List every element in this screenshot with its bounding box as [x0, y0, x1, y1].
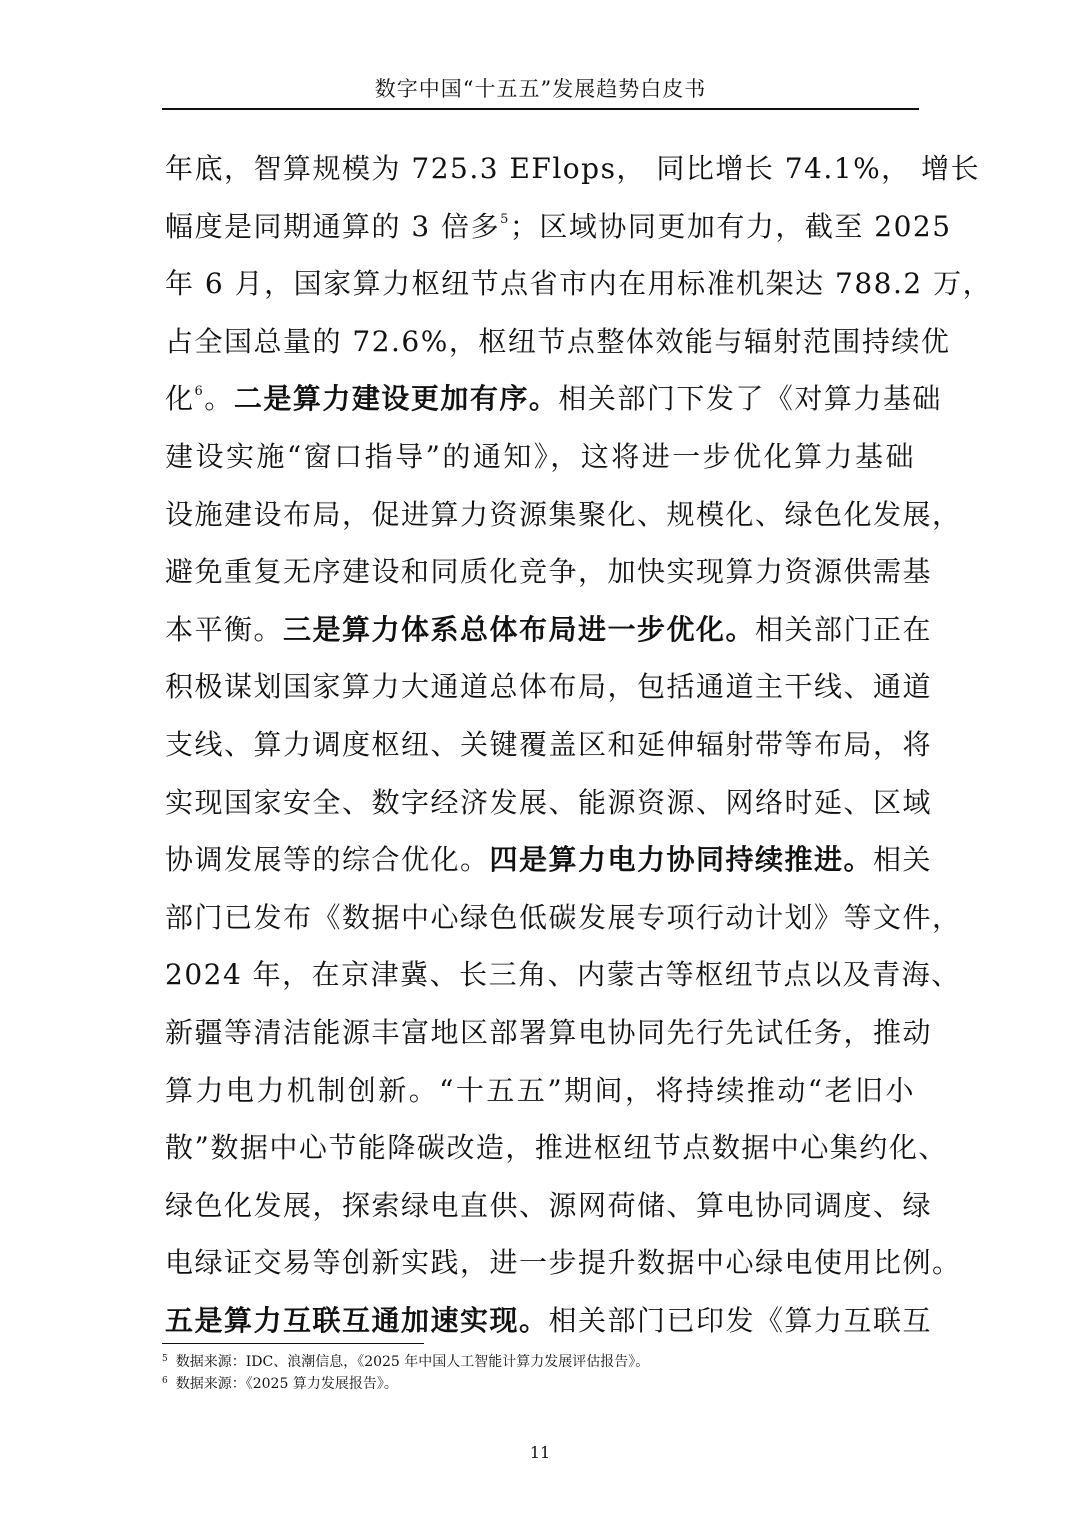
body-line — [165, 716, 933, 774]
text-run: 设施建设布局，促进算力资源集聚化、规模化、绿色化发展， — [165, 497, 962, 531]
footnote-marker: 6 — [162, 1376, 168, 1386]
text-run: 实现国家安全、数字经济发展、能源资源、网络时延、区域 — [165, 785, 933, 819]
body-line — [165, 198, 952, 256]
footnote-reference: 5 — [500, 211, 510, 227]
page-header — [162, 72, 919, 106]
body-text — [165, 140, 993, 1349]
text-run: 算力电力机制创新。“十五五”期间，将持续推动“老旧小 — [165, 1073, 915, 1107]
footnote — [162, 1351, 919, 1373]
bold-lead-phrase: 五是算力互联互通加速实现。 — [165, 1303, 549, 1337]
body-line — [165, 831, 933, 889]
body-line — [165, 889, 962, 947]
body-line — [165, 486, 962, 544]
text-run: 避免重复无序建设和同质化竞争，加快实现算力资源供需基 — [165, 555, 933, 589]
body-line — [165, 1062, 915, 1120]
body-line — [165, 1234, 962, 1292]
body-line — [165, 601, 933, 659]
text-run: 电绿证交易等创新实践，进一步提升数据中心绿电使用比例。 — [165, 1246, 962, 1280]
body-line — [165, 1119, 948, 1177]
body-line — [165, 774, 933, 832]
body-line — [165, 946, 961, 1004]
text-run: 相关部门正在 — [755, 612, 933, 646]
text-run: 支线、算力调度枢纽、关键覆盖区和延伸辐射带等布局，将 — [165, 727, 933, 761]
text-run: 化 — [165, 382, 195, 416]
body-line — [165, 428, 915, 486]
bold-lead-phrase: 四是算力电力协同持续推进。 — [489, 843, 874, 877]
text-run: 占全国总量的 72.6%，枢纽节点整体效能与辐射范围持续优 — [165, 324, 951, 358]
text-run: 年 6 月，国家算力枢纽节点省市内在用标准机架达 788.2 万， — [165, 267, 993, 301]
footnote — [162, 1373, 919, 1395]
text-run: 积极谋划国家算力大通道总体布局，包括通道主干线、通道 — [165, 670, 933, 704]
footnote-marker: 5 — [162, 1354, 168, 1364]
bold-lead-phrase: 二是算力建设更加有序。 — [233, 382, 559, 416]
bold-lead-phrase: 三是算力体系总体布局进一步优化。 — [283, 612, 756, 646]
document-title: 数字中国“十五五”发展趋势白皮书 — [374, 77, 707, 101]
text-run: 相关部门已印发《算力互联互 — [548, 1303, 933, 1337]
text-run: ；区域协同更加有力，截至 2025 — [509, 209, 952, 243]
page-number — [0, 1443, 1080, 1463]
text-run: 建设实施“窗口指导”的通知》，这将进一步优化算力基础 — [165, 439, 915, 473]
text-run: 幅度是同期通算的 3 倍多 — [165, 209, 501, 243]
footnote-text: 数据来源：IDC、浪潮信息，《2025 年中国人工智能计算力发展评估报告》。 — [175, 1354, 650, 1370]
text-run: 相关 — [873, 843, 933, 877]
text-run: 年底，智算规模为 725.3 EFlops， 同比增长 74.1%， 增长 — [165, 152, 981, 185]
body-line — [165, 543, 933, 601]
header-divider — [162, 108, 919, 110]
footnote-reference: 6 — [194, 384, 205, 400]
body-line — [165, 255, 993, 313]
body-line — [165, 313, 951, 371]
text-run: 散”数据中心节能降碳改造，推进枢纽节点数据中心集约化、 — [165, 1131, 948, 1165]
body-line — [165, 1177, 933, 1235]
body-line — [165, 1004, 933, 1062]
text-run: 2024 年，在京津冀、长三角、内蒙古等枢纽节点以及青海、 — [165, 958, 961, 992]
page-number-text: 11 — [529, 1443, 551, 1462]
footnotes — [162, 1351, 919, 1395]
body-line — [165, 1292, 933, 1350]
footnote-divider — [162, 1343, 424, 1344]
footnote-text: 数据来源：《2025 算力发展报告》。 — [175, 1376, 398, 1392]
text-run: 协调发展等的综合优化。 — [165, 843, 490, 877]
body-line — [165, 140, 981, 198]
body-line — [165, 370, 942, 428]
text-run: 绿色化发展，探索绿电直供、源网荷储、算电协同调度、绿 — [165, 1188, 933, 1222]
text-run: 本平衡。 — [165, 612, 284, 646]
text-run: 相关部门下发了《对算力基础 — [558, 382, 942, 416]
text-run: 部门已发布《数据中心绿色低碳发展专项行动计划》等文件， — [165, 900, 962, 934]
body-line — [165, 658, 933, 716]
text-run: 。 — [204, 382, 234, 416]
text-run: 新疆等清洁能源丰富地区部署算电协同先行先试任务，推动 — [165, 1015, 933, 1049]
